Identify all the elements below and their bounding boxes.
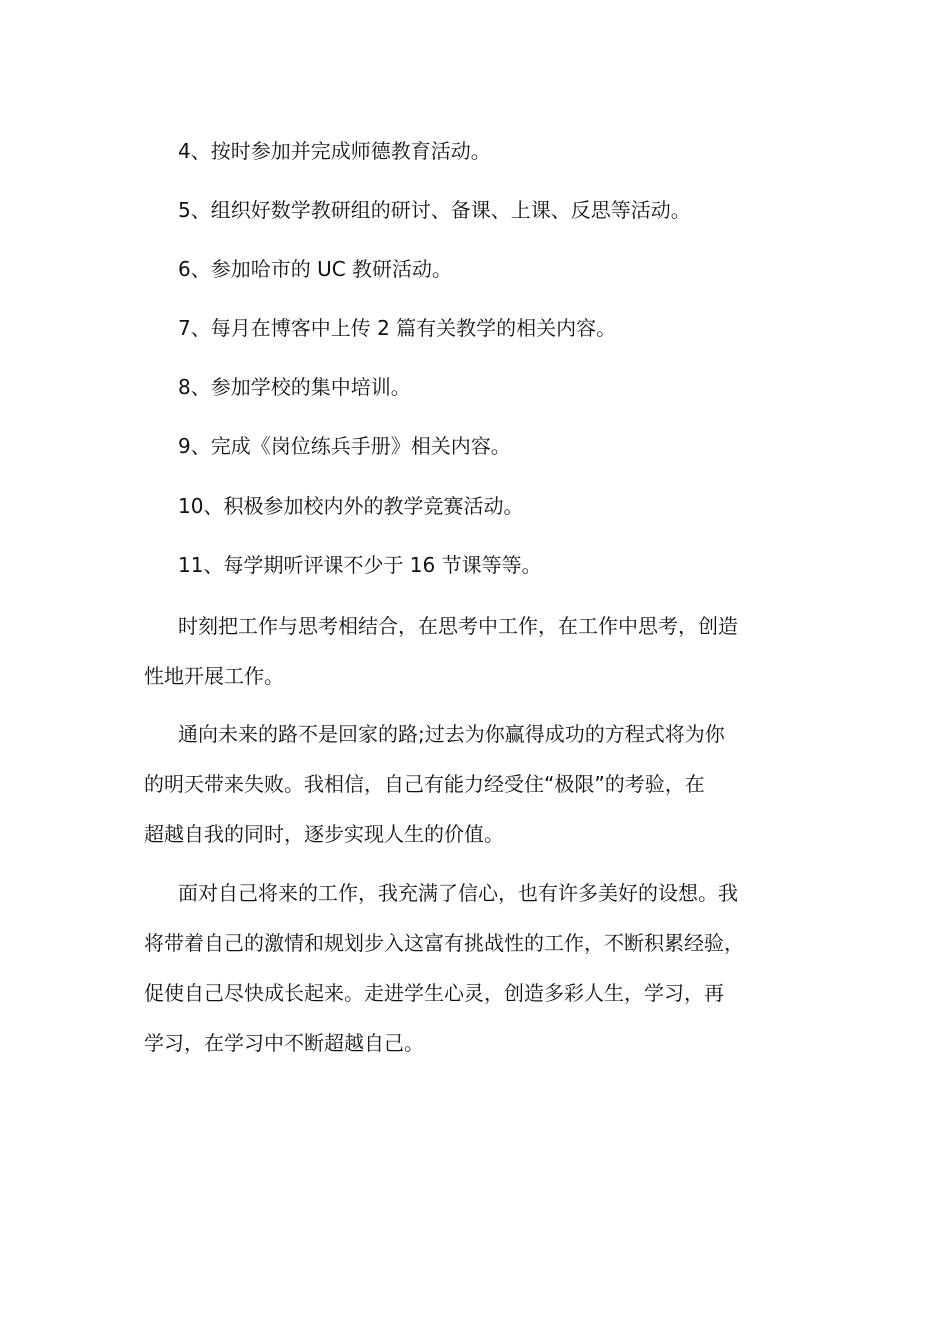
list-item: 10、积极参加校内外的教学竞赛活动。: [178, 494, 524, 518]
list-item: 11、每学期听评课不少于 16 节课等等。: [178, 553, 542, 577]
list-item: 9、完成《岗位练兵手册》相关内容。: [178, 434, 511, 458]
list-item: 6、参加哈市的 UC 教研活动。: [178, 257, 453, 281]
paragraph: [144, 601, 812, 701]
list-item: 4、按时参加并完成师德教育活动。: [178, 139, 491, 163]
paragraph-line: 通向未来的路不是回家的路;过去为你赢得成功的方程式将为你: [178, 722, 725, 746]
list-item: 7、每月在博客中上传 2 篇有关教学的相关内容。: [178, 316, 617, 340]
list-item: 5、组织好数学教研组的研讨、备课、上课、反思等活动。: [178, 198, 691, 222]
paragraph-line: 将带着自己的激情和规划步入这富有挑战性的工作，不断积累经验，: [144, 931, 744, 955]
paragraph: [144, 868, 812, 1068]
paragraph-line: 面对自己将来的工作，我充满了信心，也有许多美好的设想。我: [178, 881, 738, 905]
paragraph-line: 的明天带来失败。我相信，自己有能力经受住“极限”的考验，在: [144, 772, 705, 796]
paragraph: [144, 709, 812, 859]
paragraph-line: 时刻把工作与思考相结合，在思考中工作，在工作中思考，创造: [178, 614, 738, 638]
paragraph-line: 学习，在学习中不断超越自己。: [144, 1031, 424, 1055]
paragraph-line: 促使自己尽快成长起来。走进学生心灵，创造多彩人生，学习，再: [144, 981, 724, 1005]
list-item: 8、参加学校的集中培训。: [178, 375, 411, 399]
paragraph-line: 性地开展工作。: [144, 664, 284, 688]
paragraph-line: 超越自我的同时，逐步实现人生的价值。: [144, 822, 504, 846]
